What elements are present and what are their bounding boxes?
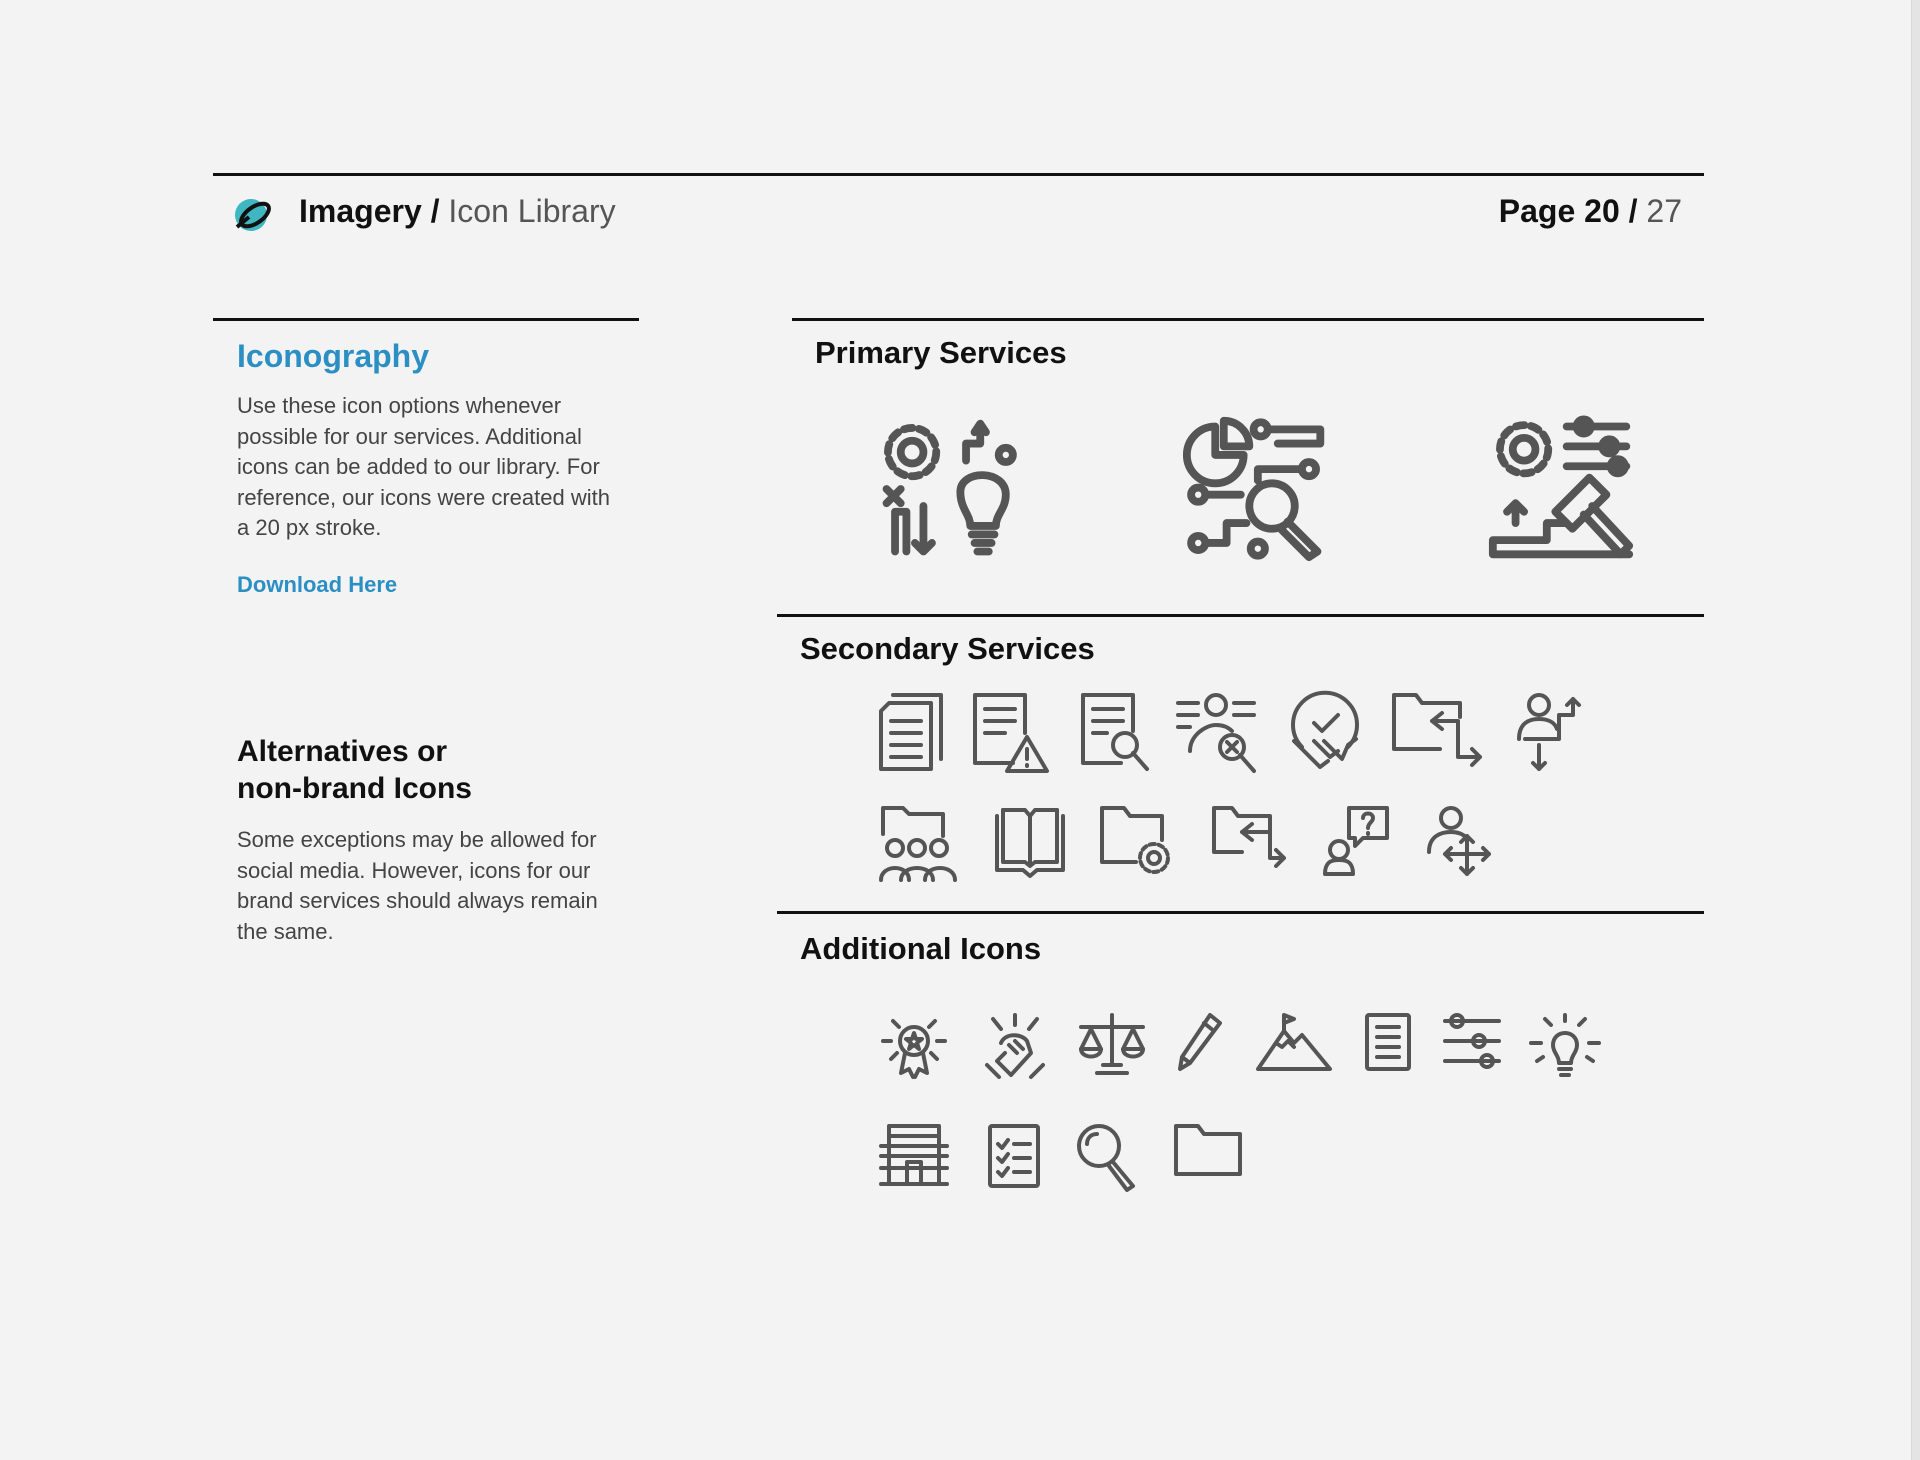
checklist-icon <box>988 1124 1040 1188</box>
building-icon <box>879 1124 949 1186</box>
primary-services-title: Primary Services <box>815 335 1067 370</box>
folder-team-icon <box>879 806 957 882</box>
breadcrumb-subsection: Icon Library <box>448 193 616 229</box>
magnifier-icon <box>1077 1124 1137 1190</box>
alternatives-title-line2: non-brand Icons <box>237 772 472 805</box>
page-separator: / <box>1628 193 1638 229</box>
folder-settings-icon <box>1100 806 1174 876</box>
documents-icon <box>879 693 943 771</box>
gear-auction-icon <box>1490 418 1632 560</box>
secondary-services-title: Secondary Services <box>800 631 1095 666</box>
justice-scale-icon <box>1079 1013 1145 1077</box>
primary-rule <box>792 318 1704 321</box>
page-indicator <box>1499 193 1682 230</box>
handshake-check-icon <box>1290 693 1360 771</box>
person-question-icon <box>1323 806 1389 876</box>
person-arrows-icon <box>1515 693 1585 773</box>
sidebar-rule <box>213 318 639 321</box>
additional-rule <box>777 911 1704 914</box>
document-warning-icon <box>973 693 1049 773</box>
page-edge <box>1911 0 1920 1460</box>
folder-icon <box>1174 1124 1242 1176</box>
alternatives-body: Some exceptions may be allowed for social media. However, icons for our brand services should always remain the same. <box>237 827 598 944</box>
document-lines-icon <box>1365 1013 1411 1071</box>
award-ribbon-icon <box>881 1013 947 1079</box>
iconography-title: Iconography <box>237 338 430 374</box>
additional-icons-title: Additional Icons <box>800 931 1042 966</box>
gear-lightbulb-icon <box>878 418 1020 560</box>
idea-lightbulb-icon <box>1529 1013 1601 1081</box>
folder-exchange-icon <box>1212 806 1286 870</box>
page-current: 20 <box>1584 193 1620 229</box>
alternatives-title-line1: Alternatives or <box>237 735 448 768</box>
page-label: Page <box>1498 193 1576 229</box>
header <box>213 175 1704 255</box>
breadcrumb-separator: / <box>430 193 440 229</box>
document-search-icon <box>1081 693 1149 771</box>
iconography-body: Use these icon options whenever possible for our services. Additional icons can be added to our library. For reference, our icons were created with a 20 px stroke. <box>237 393 610 540</box>
breadcrumb-section: Imagery <box>299 193 422 229</box>
person-move-icon <box>1427 806 1491 876</box>
book-icon <box>995 806 1065 878</box>
alternatives-block <box>237 733 627 947</box>
page-total: 27 <box>1646 193 1682 229</box>
pencil-icon <box>1176 1013 1222 1073</box>
secondary-rule <box>777 614 1704 617</box>
folder-transfer-icon <box>1392 693 1484 769</box>
mountain-flag-icon <box>1256 1013 1332 1071</box>
data-analysis-icon <box>1184 418 1326 560</box>
logo-icon <box>233 197 277 233</box>
sliders-icon <box>1443 1013 1501 1069</box>
download-link[interactable]: Download Here <box>237 571 398 597</box>
iconography-block <box>237 338 627 598</box>
person-search-icon <box>1176 693 1258 773</box>
breadcrumb <box>299 193 616 230</box>
teamwork-fists-icon <box>983 1013 1047 1081</box>
